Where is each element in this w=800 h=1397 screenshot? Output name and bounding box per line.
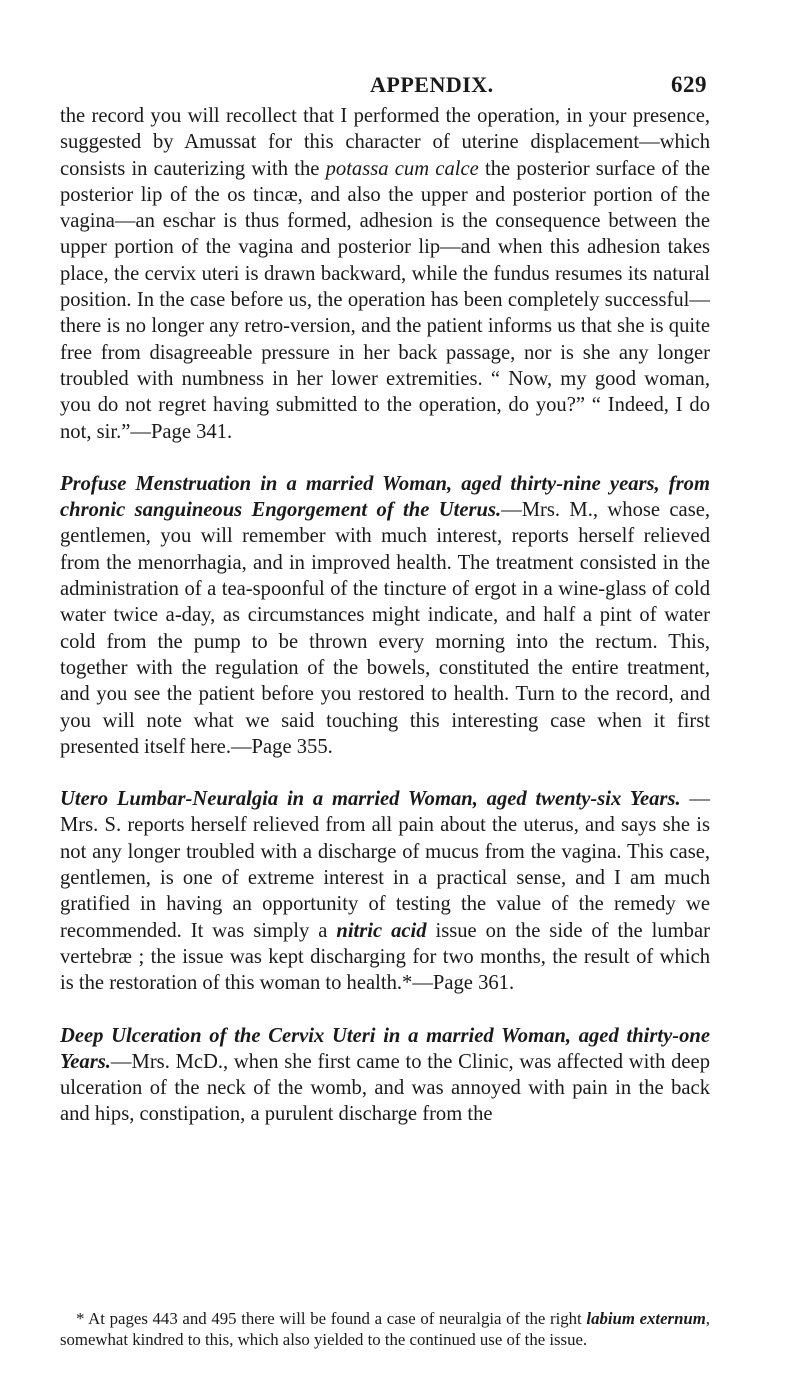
body-text: [60, 103, 710, 1128]
paragraph-text: the record you will recollect that I performed the operation, in your presence, suggested by Amussat for this character of uterine displacement—which consists in cauterizing with the: [60, 105, 710, 180]
paragraph-record-operation: [60, 103, 710, 445]
footnote-part: * At pages 443 and 495 there will be found a case of neuralgia of the right: [76, 1309, 587, 1328]
paragraph-text: —Mrs. M., whose case, gentlemen, you will remember with much interest, reports herself relieved from the menorrhagia, and in improved health. The treatment consisted in the administration of a tea-spoonful of the tincture of ergot in a wine-glass of cold water twice a-day, as circumstances might indicate, and half a pint of water cold from the pump to be thrown every morning into the rectum. This, together with the regulation of the bowels, constituted the entire treatment, and you see the patient before you restored to health. Turn to the record, and you will note what we said touching this interesting case when it first presented itself here.—Page 355.: [60, 499, 711, 758]
running-head: [0, 72, 707, 98]
footnote-text: [60, 1308, 710, 1350]
paragraph-profuse-menstruation: [60, 471, 710, 760]
italic-term: potassa cum calce: [325, 157, 479, 180]
italic-term: labium externum: [586, 1309, 706, 1328]
footnote: [60, 1308, 710, 1350]
running-head-title: APPENDIX.: [370, 72, 494, 97]
footnote-part: , somewhat kindred to this, which also yielded to the continued use of the issue.: [60, 1309, 710, 1349]
paragraph-text: —Mrs. S. reports herself relieved from all pain about the uterus, and says she is not any longer troubled with a discharge of mucus from the vagina. This case, gentlemen, is one of extreme interest in a practical sense, and I am much gratified in having an opportunity of testing the value of the remedy we recommended. It was simply a: [60, 788, 710, 942]
page-number: 629: [671, 72, 707, 97]
italic-term: nitric acid: [336, 919, 427, 942]
paragraph-deep-ulceration: [60, 1023, 710, 1128]
paragraph-text: issue on the side of the lumbar vertebræ ; the issue was kept discharging for two months, the result of which is the restoration of this woman to health.*—Page 361.: [60, 919, 710, 995]
case-heading: Utero Lumbar-Neuralgia in a married Woman, aged twenty-six Years.: [60, 788, 681, 811]
case-heading: Profuse Menstruation in a married Woman, aged thirty-nine years, from chronic sanguineous Engorgement of the Uterus.: [60, 472, 710, 522]
paragraph-utero-lumbar-neuralgia: [60, 786, 710, 996]
paragraph-text: —Mrs. McD., when she first came to the Clinic, was affected with deep ulceration of the neck of the womb, and was annoyed with pain in the back and hips, constipation, a purulent discharge from the: [60, 1050, 710, 1126]
case-heading: Deep Ulceration of the Cervix Uteri in a married Woman, aged thirty-one Years.: [60, 1024, 710, 1073]
paragraph-text: the posterior surface of the posterior lip of the os tincæ, and also the upper and posterior portion of the vagina—an eschar is thus formed, adhesion is the consequence between the upper portion of the vagina and posterior lip—and when this adhesion takes place, the cervix uteri is drawn backward, while the fundus resumes its natural position. In the case before us, the operation has been completely successful—there is no longer any retro-version, and the patient informs us that she is quite free from disagreeable pressure in her back passage, nor is she any longer troubled with numbness in her lower extremities. “ Now, my good woman, you do not regret having submitted to the operation, do you?” “ Indeed, I do not, sir.”—Page 341.: [60, 157, 710, 443]
